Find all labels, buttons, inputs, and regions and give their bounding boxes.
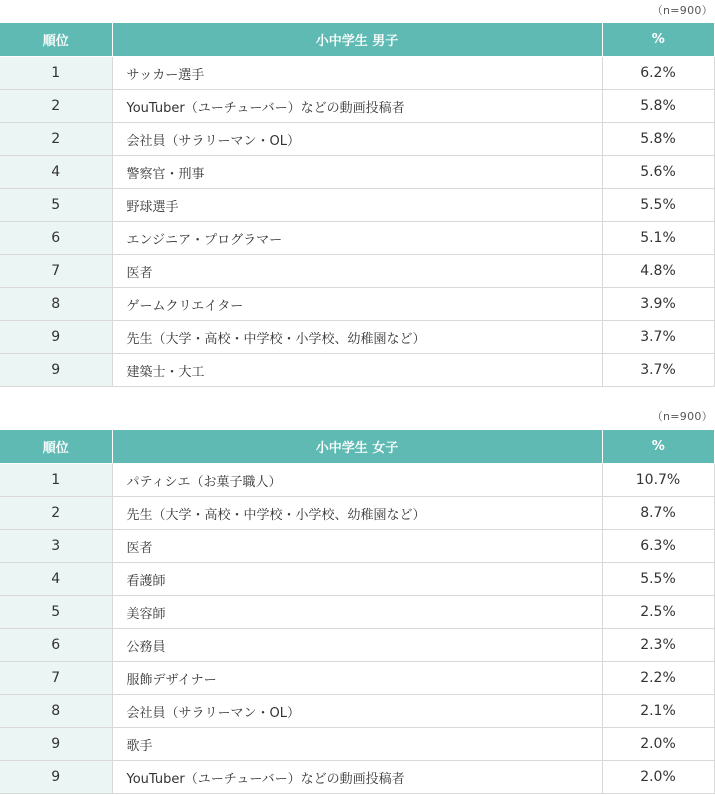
boys-table-body bbox=[0, 57, 714, 387]
percent-value: 4.8% bbox=[602, 255, 714, 288]
rank-value: 5 bbox=[0, 189, 112, 222]
sample-size-note-girls: （n=900） bbox=[651, 410, 713, 423]
rank-value: 9 bbox=[0, 321, 112, 354]
table-row bbox=[0, 464, 714, 497]
job-name: 会社員（サラリーマン・OL） bbox=[112, 123, 602, 156]
rank-value: 9 bbox=[0, 728, 112, 761]
job-column-header: 小中学生 女子 bbox=[112, 430, 602, 464]
job-name: 警察官・刑事 bbox=[112, 156, 602, 189]
table-row bbox=[0, 90, 714, 123]
job-name: 歌手 bbox=[112, 728, 602, 761]
percent-value: 8.7% bbox=[602, 497, 714, 530]
job-name: ゲームクリエイター bbox=[112, 288, 602, 321]
percent-value: 2.2% bbox=[602, 662, 714, 695]
job-name: 公務員 bbox=[112, 629, 602, 662]
rank-value: 8 bbox=[0, 288, 112, 321]
job-name: 先生（大学・高校・中学校・小学校、幼稚園など） bbox=[112, 497, 602, 530]
table-row bbox=[0, 530, 714, 563]
table-row bbox=[0, 695, 714, 728]
job-column-header: 小中学生 男子 bbox=[112, 23, 602, 57]
table-header-row bbox=[0, 430, 714, 464]
percent-column-header: % bbox=[602, 430, 714, 464]
percent-value: 6.3% bbox=[602, 530, 714, 563]
percent-value: 3.7% bbox=[602, 321, 714, 354]
table-row bbox=[0, 596, 714, 629]
job-name: YouTuber（ユーチューバー）などの動画投稿者 bbox=[112, 90, 602, 123]
job-name: 美容師 bbox=[112, 596, 602, 629]
job-name: 看護師 bbox=[112, 563, 602, 596]
rank-value: 2 bbox=[0, 497, 112, 530]
rank-value: 4 bbox=[0, 563, 112, 596]
job-name: エンジニア・プログラマー bbox=[112, 222, 602, 255]
table-row bbox=[0, 222, 714, 255]
rank-value: 4 bbox=[0, 156, 112, 189]
percent-value: 6.2% bbox=[602, 57, 714, 90]
table-row bbox=[0, 761, 714, 794]
girls-table-body bbox=[0, 464, 714, 794]
job-name: 会社員（サラリーマン・OL） bbox=[112, 695, 602, 728]
rank-value: 5 bbox=[0, 596, 112, 629]
rank-value: 9 bbox=[0, 761, 112, 794]
rank-value: 7 bbox=[0, 662, 112, 695]
job-name: YouTuber（ユーチューバー）などの動画投稿者 bbox=[112, 761, 602, 794]
table-header-row bbox=[0, 23, 714, 57]
table-row bbox=[0, 497, 714, 530]
job-name: 医者 bbox=[112, 255, 602, 288]
sample-size-note-boys: （n=900） bbox=[651, 4, 713, 17]
rank-column-header: 順位 bbox=[0, 430, 112, 464]
percent-value: 2.5% bbox=[602, 596, 714, 629]
job-name: 服飾デザイナー bbox=[112, 662, 602, 695]
table-row bbox=[0, 123, 714, 156]
percent-value: 10.7% bbox=[602, 464, 714, 497]
table-row bbox=[0, 321, 714, 354]
rank-value: 7 bbox=[0, 255, 112, 288]
job-name: サッカー選手 bbox=[112, 57, 602, 90]
percent-value: 2.1% bbox=[602, 695, 714, 728]
rank-column-header: 順位 bbox=[0, 23, 112, 57]
percent-value: 5.8% bbox=[602, 123, 714, 156]
percent-column-header: % bbox=[602, 23, 714, 57]
percent-value: 3.9% bbox=[602, 288, 714, 321]
girls-ranking-table bbox=[0, 430, 715, 794]
job-name: パティシエ（お菓子職人） bbox=[112, 464, 602, 497]
boys-ranking-table bbox=[0, 23, 715, 387]
job-name: 医者 bbox=[112, 530, 602, 563]
rank-value: 6 bbox=[0, 629, 112, 662]
job-name: 先生（大学・高校・中学校・小学校、幼稚園など） bbox=[112, 321, 602, 354]
percent-value: 5.5% bbox=[602, 189, 714, 222]
percent-value: 2.0% bbox=[602, 761, 714, 794]
table-row bbox=[0, 728, 714, 761]
percent-value: 2.3% bbox=[602, 629, 714, 662]
percent-value: 5.1% bbox=[602, 222, 714, 255]
rank-value: 2 bbox=[0, 90, 112, 123]
job-name: 野球選手 bbox=[112, 189, 602, 222]
rank-value: 6 bbox=[0, 222, 112, 255]
job-name: 建築士・大工 bbox=[112, 354, 602, 387]
table-row bbox=[0, 354, 714, 387]
rank-value: 9 bbox=[0, 354, 112, 387]
percent-value: 2.0% bbox=[602, 728, 714, 761]
table-row bbox=[0, 189, 714, 222]
rank-value: 1 bbox=[0, 57, 112, 90]
percent-value: 5.6% bbox=[602, 156, 714, 189]
table-row bbox=[0, 288, 714, 321]
table-row bbox=[0, 563, 714, 596]
rank-value: 8 bbox=[0, 695, 112, 728]
percent-value: 5.8% bbox=[602, 90, 714, 123]
rank-value: 3 bbox=[0, 530, 112, 563]
table-row bbox=[0, 57, 714, 90]
rank-value: 2 bbox=[0, 123, 112, 156]
table-row bbox=[0, 662, 714, 695]
table-row bbox=[0, 629, 714, 662]
rank-value: 1 bbox=[0, 464, 112, 497]
table-row bbox=[0, 255, 714, 288]
percent-value: 5.5% bbox=[602, 563, 714, 596]
percent-value: 3.7% bbox=[602, 354, 714, 387]
table-row bbox=[0, 156, 714, 189]
